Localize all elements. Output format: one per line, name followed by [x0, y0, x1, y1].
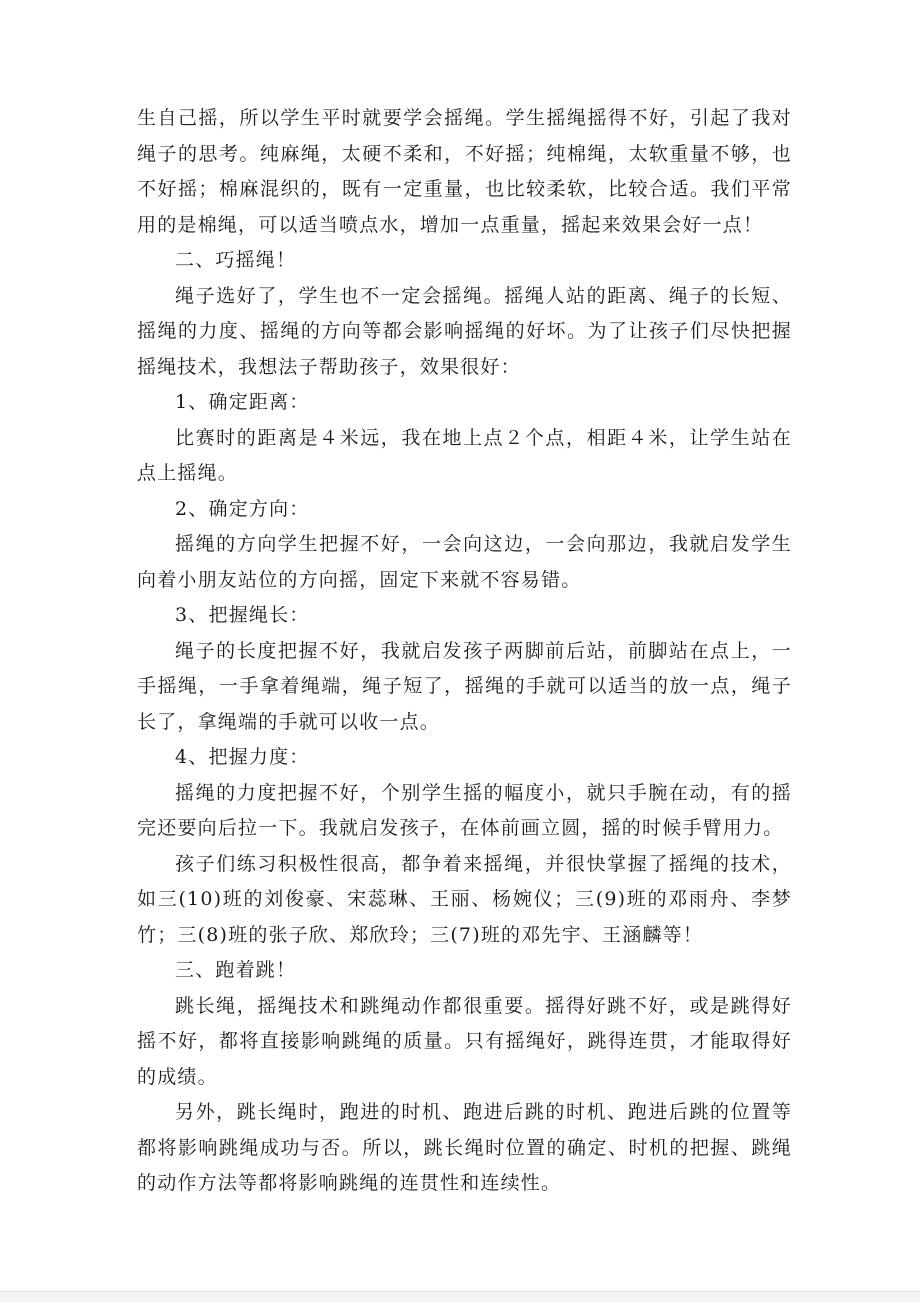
- section-heading-running-jump: 三、跑着跳！: [175, 959, 297, 981]
- step-heading-distance: 1、确定距离：: [175, 391, 310, 413]
- paragraph-direction: 摇绳的方向学生把握不好，一会向这边，一会向那边，我就启发学生向着小朋友站位的方向摇，固定下来就不容易错。: [137, 533, 792, 591]
- paragraph-student-results: 孩子们练习积极性很高，都争着来摇绳，并很快掌握了摇绳的技术，如三(10)班的刘俊豪、宋蕊琳、王丽、杨婉仪；三(9)班的邓雨舟、李梦竹；三(8)班的张子欣、郑欣玲；三(7)班的邓先宇、王涵麟等！: [137, 852, 792, 946]
- step-heading-direction: 2、确定方向：: [175, 497, 310, 520]
- section-heading-rope-swinging: 二、巧摇绳！: [175, 249, 297, 271]
- paragraph-rope-length: 绳子的长度把握不好，我就启发孩子两脚前后站，前脚站在点上，一手摇绳，一手拿着绳端，绳子短了，摇绳的手就可以适当的放一点，绳子长了，拿绳端的手就可以收一点。: [137, 639, 792, 733]
- step-heading-rope-length: 3、把握绳长：: [175, 604, 310, 626]
- paragraph-force: 摇绳的力度把握不好，个别学生摇的幅度小，就只手腕在动，有的摇完还要向后拉一下。我就启发孩子，在体前画立圆，摇的时候手臂用力。: [137, 781, 792, 839]
- page-bottom-edge: [0, 1291, 920, 1302]
- document-body: [137, 101, 792, 1202]
- paragraph-rope-swinging-intro: 绳子选好了，学生也不一定会摇绳。摇绳人站的距离、绳子的长短、摇绳的力度、摇绳的方向等都会影响摇绳的好坏。为了让孩子们尽快把握摇绳技术，我想法子帮助孩子，效果很好：: [137, 284, 792, 378]
- paragraph-distance: 比赛时的距离是４米远，我在地上点２个点，相距４米，让学生站在点上摇绳。: [137, 426, 792, 484]
- paragraph-running-jump: 跳长绳，摇绳技术和跳绳动作都很重要。摇得好跳不好，或是跳得好摇不好，都将直接影响跳绳的质量。只有摇绳好，跳得连贯，才能取得好的成绩。: [137, 994, 792, 1088]
- paragraph-rope-selection: 生自己摇，所以学生平时就要学会摇绳。学生摇绳摇得不好，引起了我对绳子的思考。纯麻绳，太硬不柔和，不好摇；纯棉绳，太软重量不够，也不好摇；棉麻混织的，既有一定重量，也比较柔软，比较合适。我们平常用的是棉绳，可以适当喷点水，增加一点重量，摇起来效果会好一点！: [137, 107, 792, 236]
- paragraph-timing-position: 另外，跳长绳时，跑进的时机、跑进后跳的时机、跑进后跳的位置等都将影响跳绳成功与否。所以，跳长绳时位置的确定、时机的把握、跳绳的动作方法等都将影响跳绳的连贯性和连续性。: [137, 1101, 792, 1194]
- step-heading-force: 4、把握力度：: [175, 746, 310, 768]
